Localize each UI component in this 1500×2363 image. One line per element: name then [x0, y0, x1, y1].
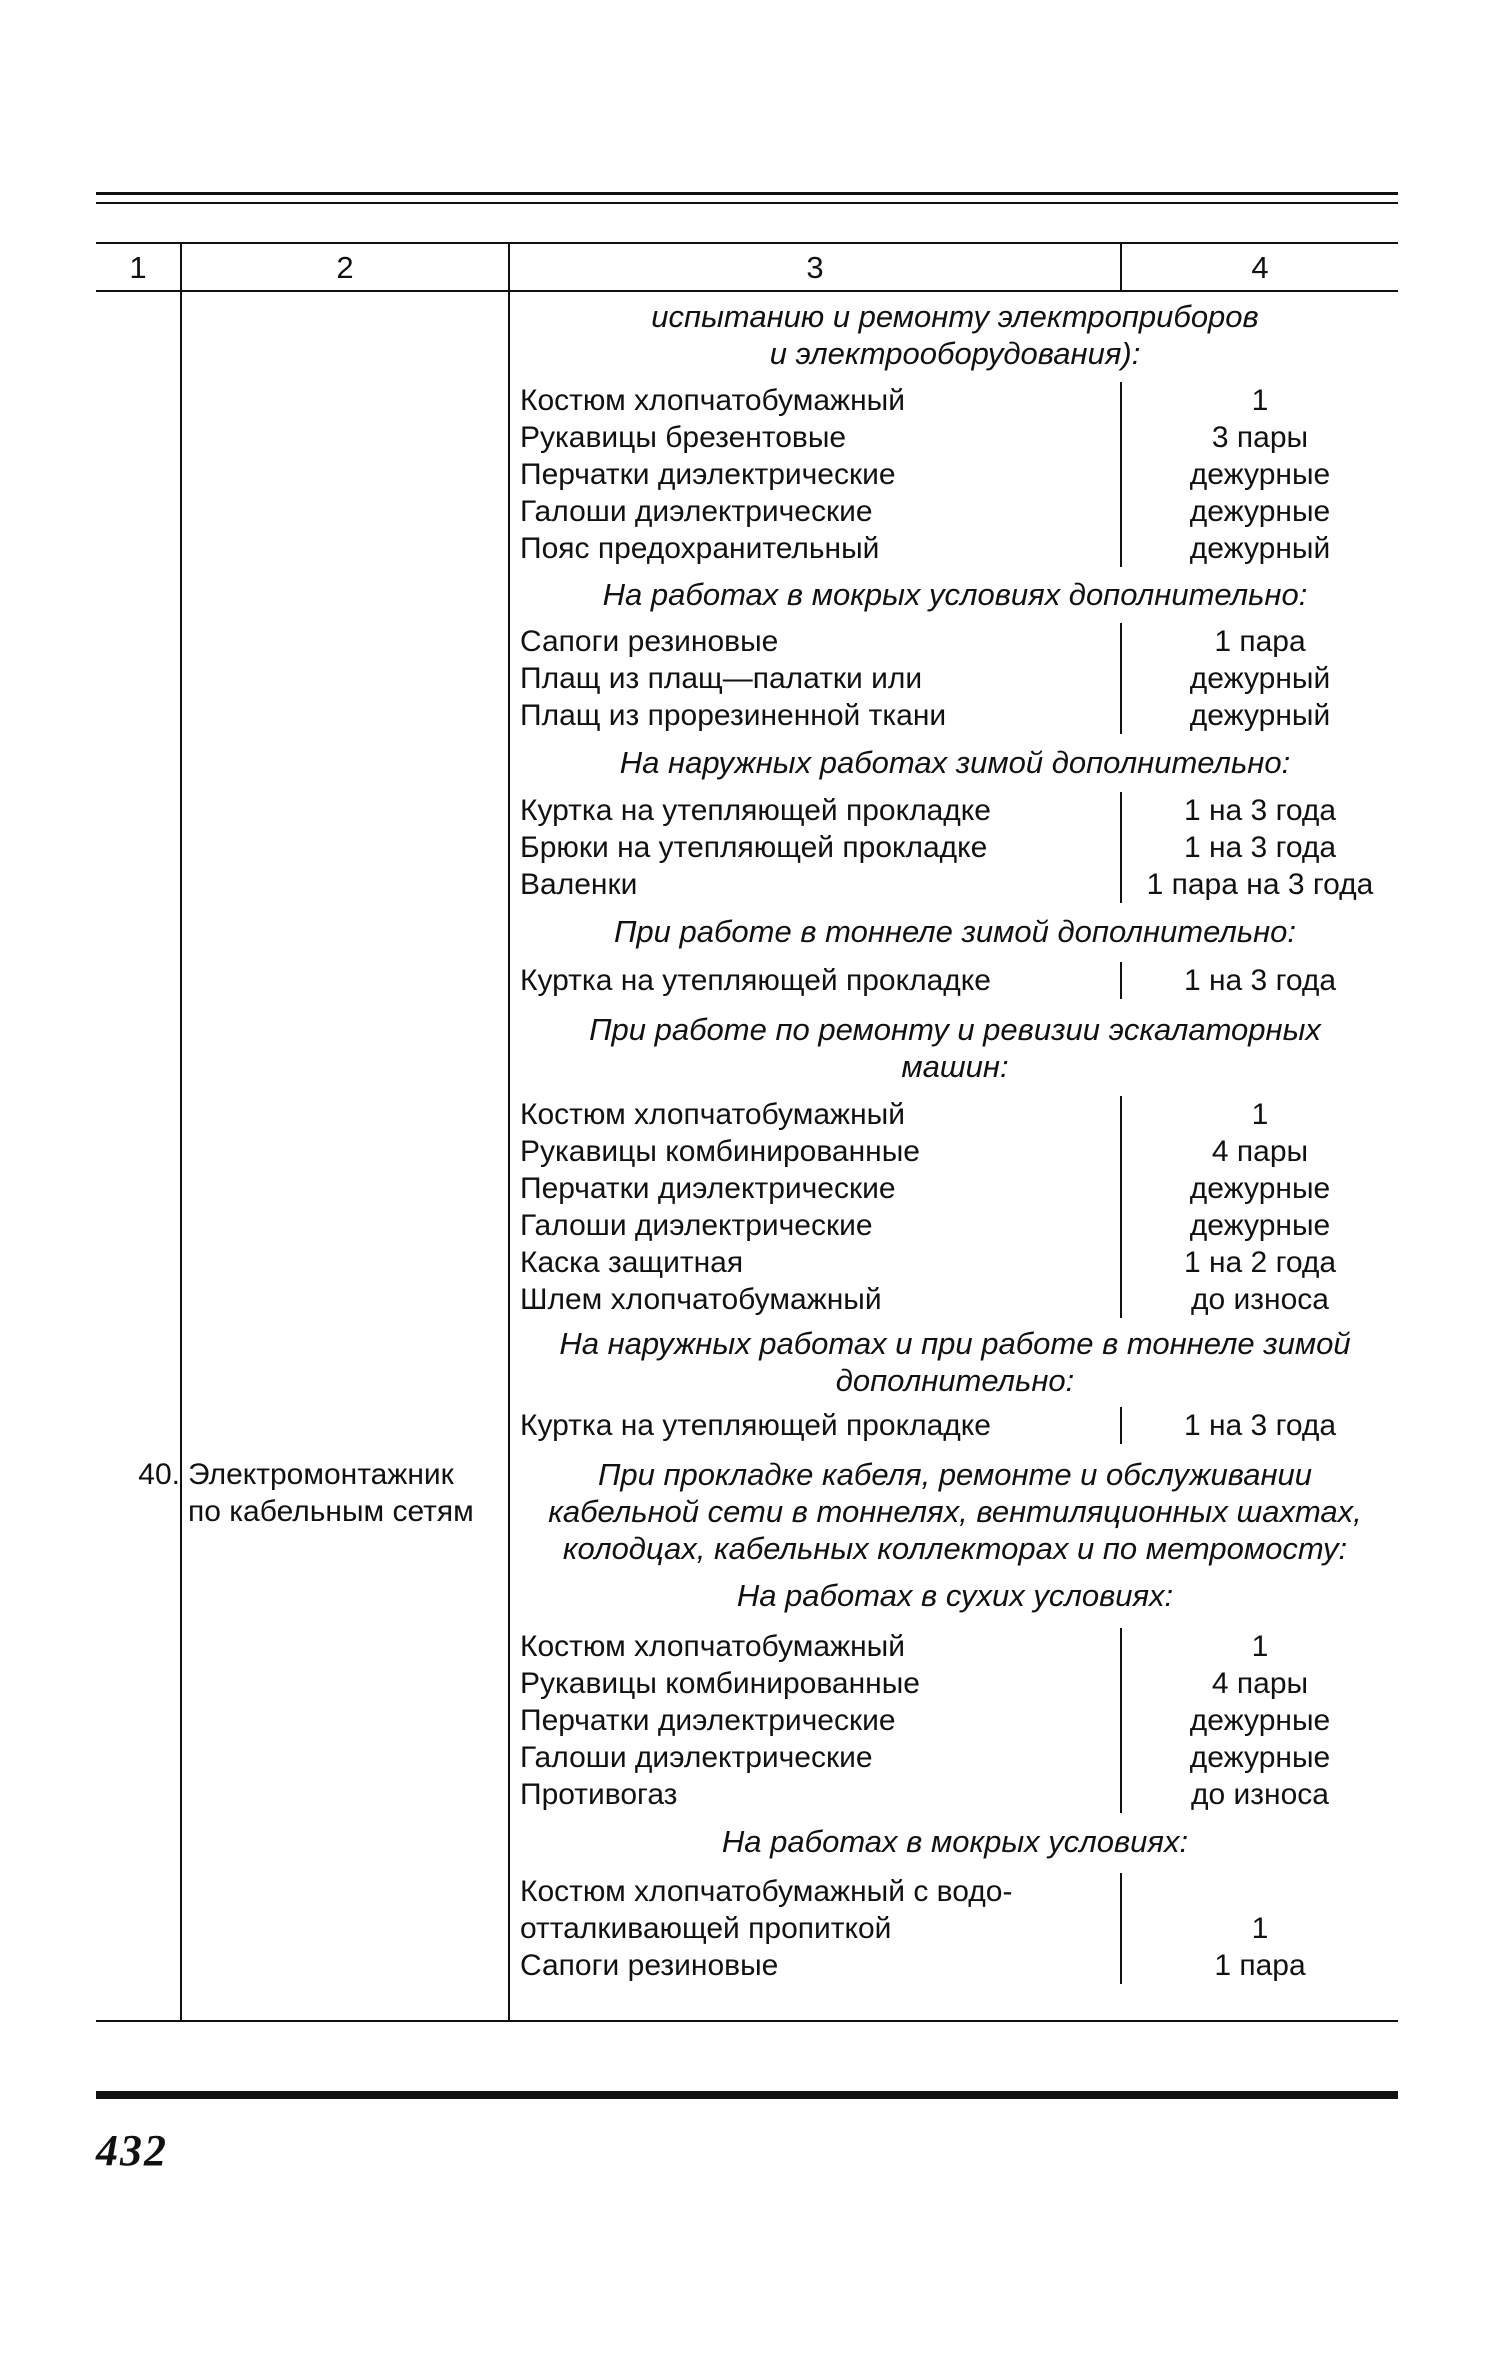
item-name: Куртка на утепляющей прокладке [520, 964, 991, 997]
item-quantity: дежурные [1189, 458, 1331, 491]
item-quantity: дежурный [1189, 699, 1331, 732]
item-quantity: 4 пары [1211, 1135, 1309, 1168]
item-name: Пояс предохранительный [520, 532, 880, 565]
item-quantity: 1 пара [1214, 1949, 1306, 1982]
item-quantity: 1 на 3 года [1183, 794, 1337, 827]
item-quantity: 1 [1251, 1630, 1269, 1663]
item-quantity: 1 [1251, 1912, 1269, 1945]
item-quantity: 1 [1251, 384, 1269, 417]
item-quantity: дежурные [1189, 1172, 1331, 1205]
item-name: Перчатки диэлектрические [520, 458, 896, 491]
item-quantity: дежурные [1189, 1209, 1331, 1242]
section-title-line: На наружных работах и при работе в тоннеле зимой [559, 1326, 1351, 1361]
item-quantity: 1 на 3 года [1183, 964, 1337, 997]
top-rule-thin [96, 202, 1398, 204]
item-name: Костюм хлопчатобумажный [520, 384, 905, 417]
section-title [512, 298, 1398, 372]
section-title-line: кабельной сети в тоннелях, вентиляционных шахтах, [548, 1494, 1362, 1529]
footer-rule [96, 2091, 1398, 2099]
section-title-line: При прокладке кабеля, ремонте и обслуживании [597, 1457, 1313, 1492]
item-name: отталкивающей пропиткой [520, 1912, 892, 1945]
profession-name [188, 1456, 498, 1530]
section-title-line: При работе по ремонту и ревизии эскалаторных [589, 1012, 1321, 1047]
section-title [512, 744, 1398, 781]
item-name: Галоши диэлектрические [520, 495, 873, 528]
item-quantity: 1 пара [1214, 625, 1306, 658]
section-title-line: дополнительно: [835, 1363, 1075, 1398]
item-quantity: 1 пара на 3 года [1146, 868, 1374, 901]
item-name: Сапоги резиновые [520, 1949, 779, 1982]
section-title [512, 1325, 1398, 1399]
column-divider-1 [180, 242, 182, 2022]
item-name: Перчатки диэлектрические [520, 1704, 896, 1737]
item-name: Рукавицы комбинированные [520, 1667, 920, 1700]
item-quantity: дежурные [1189, 1741, 1331, 1774]
item-name: Перчатки диэлектрические [520, 1172, 896, 1205]
item-name: Костюм хлопчатобумажный [520, 1630, 905, 1663]
header-col-2: 2 [336, 250, 354, 285]
item-name: Галоши диэлектрические [520, 1741, 873, 1774]
header-col-1: 1 [129, 250, 147, 285]
item-name: Брюки на утепляющей прокладке [520, 831, 988, 864]
item-name: Куртка на утепляющей прокладке [520, 1409, 991, 1442]
item-quantity: 3 пары [1211, 421, 1309, 454]
item-name: Рукавицы комбинированные [520, 1135, 920, 1168]
section-title-line: машин: [901, 1049, 1009, 1084]
section-title-line: На работах в сухих условиях: [736, 1578, 1174, 1613]
header-col-4: 4 [1251, 250, 1269, 285]
header-top-border [96, 242, 1398, 244]
item-quantity: дежурные [1189, 1704, 1331, 1737]
item-name: Плащ из плащ—палатки или [520, 662, 923, 695]
profession-line: по кабельным сетям [188, 1495, 474, 1528]
item-quantity: 1 на 2 года [1183, 1246, 1337, 1279]
item-quantity: 1 на 3 года [1183, 1409, 1337, 1442]
top-rule-thick [96, 192, 1398, 195]
section-title [512, 1011, 1398, 1085]
row-number: 40. [138, 1458, 180, 1491]
item-quantity: дежурный [1189, 662, 1331, 695]
item-quantity: до износа [1191, 1283, 1329, 1316]
section-title-line: колодцах, кабельных коллекторах и по метромосту: [562, 1531, 1348, 1566]
item-name: Рукавицы брезентовые [520, 421, 847, 454]
item-name: Валенки [520, 868, 638, 901]
section-title [512, 1577, 1398, 1614]
item-name: Шлем хлопчатобумажный [520, 1283, 882, 1316]
section-title-line: На работах в мокрых условиях дополнительно: [602, 577, 1308, 612]
section-title-line: и электрооборудования): [769, 336, 1141, 371]
item-name: Куртка на утепляющей прокладке [520, 794, 991, 827]
section-title-line: На работах в мокрых условиях: [721, 1824, 1189, 1859]
item-quantity: 1 [1251, 1098, 1269, 1131]
section-title [512, 913, 1398, 950]
item-name: Плащ из прорезиненной ткани [520, 699, 947, 732]
item-quantity: дежурный [1189, 532, 1331, 565]
profession-line: Электромонтажник [188, 1458, 454, 1491]
item-quantity: 1 на 3 года [1183, 831, 1337, 864]
item-name: Галоши диэлектрические [520, 1209, 873, 1242]
page-number: 432 [96, 2126, 168, 2175]
item-name: Сапоги резиновые [520, 625, 779, 658]
section-title [512, 1456, 1398, 1567]
section-title-line: При работе в тоннеле зимой дополнительно: [613, 914, 1297, 949]
item-name: Костюм хлопчатобумажный с водо- [520, 1875, 1013, 1908]
item-name: Каска защитная [520, 1246, 744, 1279]
header-col-3: 3 [806, 250, 824, 285]
section-title [512, 576, 1398, 613]
section-title-line: На наружных работах зимой дополнительно: [619, 745, 1291, 780]
section-title-line: испытанию и ремонту электроприборов [651, 299, 1259, 334]
item-quantity: до износа [1191, 1778, 1329, 1811]
item-quantity: 4 пары [1211, 1667, 1309, 1700]
item-name: Костюм хлопчатобумажный [520, 1098, 905, 1131]
item-quantity: дежурные [1189, 495, 1331, 528]
column-divider-2 [508, 242, 510, 2022]
table-bottom-border [96, 2020, 1398, 2022]
section-title [512, 1823, 1398, 1860]
item-name: Противогаз [520, 1778, 678, 1811]
